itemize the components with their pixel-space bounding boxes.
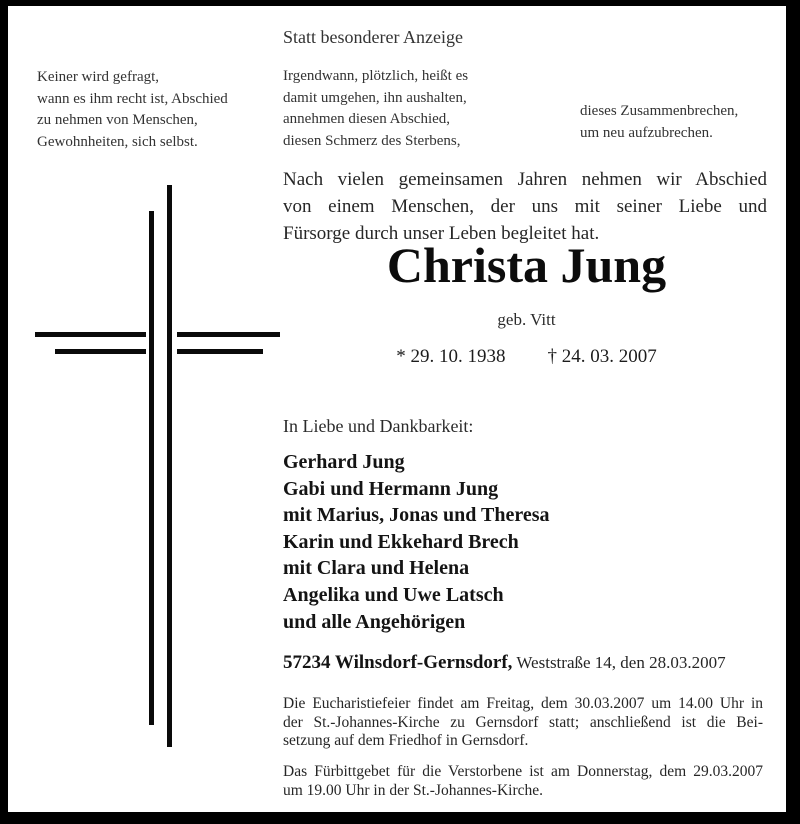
pre-title: Statt besonderer Anzeige (283, 27, 463, 47)
family-member-line: Angelika und Uwe Latsch (283, 583, 504, 606)
quote-line: um neu aufzubrechen. (580, 124, 713, 141)
cross-vertical-line-inner (149, 211, 154, 725)
family-member-line: mit Marius, Jonas und Theresa (283, 504, 550, 527)
intro-line: Nach vielen gemeinsamen Jahren nehmen wir Abschied (283, 169, 767, 190)
maiden-name: geb. Vitt (497, 310, 556, 329)
service-line: setzung auf dem Friedhof in Gernsdorf. (283, 732, 529, 750)
life-dates (283, 346, 770, 368)
intro-line: Fürsorge durch unser Leben begleitet hat. (283, 223, 600, 244)
cross-horizontal-upper-left (35, 332, 146, 337)
family-member-line: und alle Angehörigen (283, 610, 466, 633)
intro-line: von einem Menschen, der uns mit seiner Liebe und (283, 196, 767, 217)
prayer-line: um 19.00 Uhr in der St.-Johannes-Kirche. (283, 781, 544, 799)
gratitude-line: In Liebe und Dankbarkeit: (283, 416, 474, 436)
prayer-line: Das Fürbittgebet für die Verstorbene ist am Donnerstag, dem 29.03.2007 (283, 763, 763, 780)
quote-column-middle (283, 66, 468, 153)
quote-line: diesen Schmerz des Sterbens, (283, 133, 461, 150)
family-member-line: mit Clara und Helena (283, 557, 470, 580)
service-line: Die Eucharistiefeier findet am Freitag, dem 30.03.2007 um 14.00 Uhr in (283, 695, 763, 712)
intro-paragraph (283, 166, 767, 247)
family-member-line: Karin und Ekkehard Brech (283, 530, 519, 553)
quote-column-right (580, 101, 738, 144)
family-member-line: Gerhard Jung (283, 451, 405, 473)
quote-line: zu nehmen von Menschen, (37, 112, 198, 129)
death-date: † 24. 03. 2007 (547, 346, 657, 367)
address-city: 57234 Wilnsdorf-Gernsdorf, (283, 652, 513, 673)
quote-line: Irgendwann, plötzlich, heißt es (283, 68, 469, 84)
quote-line: damit umgehen, ihn aushalten, (283, 89, 467, 106)
prayer-info-paragraph (283, 763, 763, 800)
cross-horizontal-upper-right (177, 332, 280, 337)
cross-horizontal-lower-left (55, 349, 146, 354)
address-street-date: Weststraße 14, den 28.03.2007 (516, 653, 726, 672)
quote-line: dieses Zusammenbrechen, (580, 103, 739, 119)
cross-horizontal-lower-right (177, 349, 263, 354)
quote-line: wann es ihm recht ist, Abschied (37, 90, 228, 107)
quote-line: annehmen diesen Abschied, (283, 111, 451, 128)
service-line: der St.-Johannes-Kirche zu Gernsdorf statt; anschließend ist die Bei- (283, 713, 763, 731)
quote-line: Gewohnheiten, sich selbst. (37, 134, 198, 151)
quote-line: Keiner wird gefragt, (37, 69, 160, 85)
birth-date: * 29. 10. 1938 (396, 346, 506, 367)
quote-column-left (37, 67, 228, 154)
cross-vertical-line-outer (167, 185, 172, 747)
address-line (283, 652, 726, 674)
service-info-paragraph (283, 695, 763, 751)
family-list (283, 449, 550, 635)
family-member-line: Gabi und Hermann Jung (283, 477, 499, 500)
deceased-name: Christa Jung (386, 237, 667, 293)
